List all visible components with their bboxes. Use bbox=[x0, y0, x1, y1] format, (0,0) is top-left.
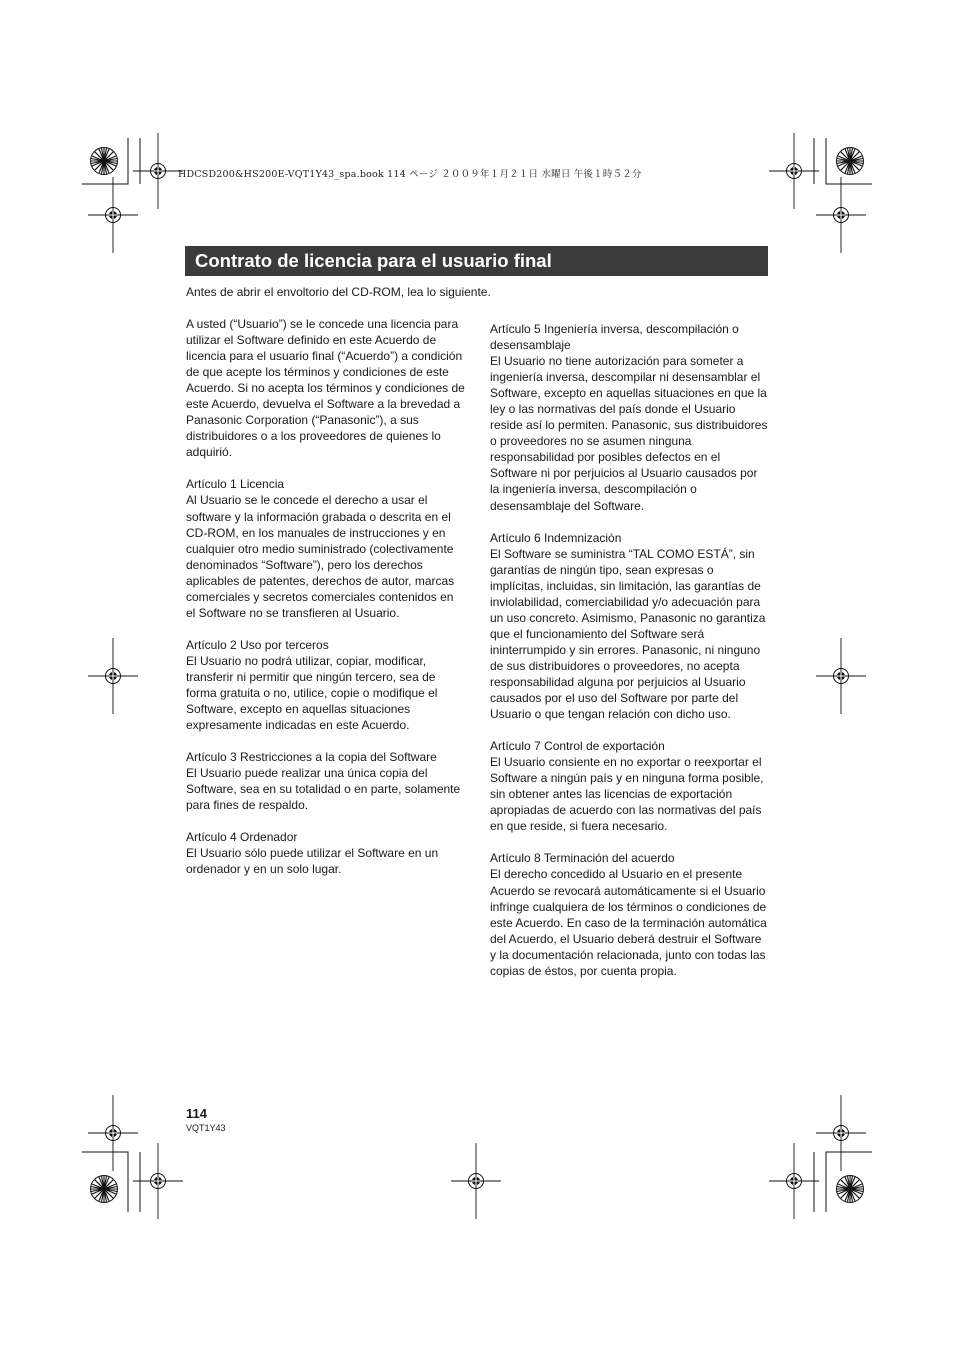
intro-text: Antes de abrir el envoltorio del CD-ROM, lea lo siguiente. bbox=[186, 285, 491, 299]
article-6 bbox=[490, 530, 770, 723]
page-number: 114 bbox=[186, 1106, 207, 1121]
article-body: El Software se suministra “TAL COMO ESTÁ”, sin garantías de ningún tipo, sean expresas o implícitas, incluidas, sin limitación, las garantías de inviolabilidad, comerciabilidad y/o adecuación para un uso concreto. Asimismo, Panasonic no garantiza que el funcionamiento del Software será ininterrumpido y sin errores. Panasonic, ni ninguno de sus distribuidores o proveedores, no acepta responsabilidad alguna por perjuicios al Usuario causados por el uso del Software por parte del Usuario o que tengan relación con dicho uso. bbox=[490, 546, 766, 722]
article-heading: Artículo 8 Terminación del acuerdo bbox=[490, 851, 675, 866]
article-2 bbox=[186, 637, 466, 733]
page-title: Contrato de licencia para el usuario final bbox=[195, 250, 552, 271]
article-heading: Artículo 3 Restricciones a la copia del Software bbox=[186, 750, 437, 765]
article-body: El Usuario puede realizar una única copia del Software, sea en su totalidad o en parte, solamente para fines de respaldo. bbox=[186, 766, 461, 813]
article-body: El Usuario no tiene autorización para someter a ingeniería inversa, descompilar ni desensamblar el Software, excepto en aquellas situaciones en que la ley o las normativas del país donde el Usuario reside así lo permiten. Panasonic, sus distribuidores o proveedores no se asumen ninguna responsabilidad por posibles defectos en el Software ni por perjuicios al Usuario causados por la ingeniería inversa, descompilación o desensamblaje del Software. bbox=[490, 354, 768, 513]
article-body: El Usuario consiente en no exportar o reexportar el Software a ningún país y en ninguna forma posible, sin obtener antes las licencias de exportación apropiadas de acuerdo con las normativas del país en que reside, si fuera necesario. bbox=[490, 755, 764, 834]
article-7 bbox=[490, 738, 770, 834]
article-heading: Artículo 6 Indemnización bbox=[490, 530, 622, 545]
left-column bbox=[186, 316, 466, 893]
article-8 bbox=[490, 850, 770, 978]
registration-star-icon bbox=[91, 148, 118, 175]
article-heading: Artículo 2 Uso por terceros bbox=[186, 637, 329, 652]
article-body: El Usuario sólo puede utilizar el Software en un ordenador y en un solo lugar. bbox=[186, 846, 439, 877]
article-4 bbox=[186, 829, 466, 877]
article-body: Al Usuario se le concede el derecho a usar el software y la información grabada o descrita en el CD-ROM, en los manuales de instrucciones y en cualquier otro medio suministrado (colectivamente denominados “Software”), pero los derechos aplicables de patentes, derechos de autor, marcas comerciales y secretos comerciales contenidos en el Software no se transfieren al Usuario. bbox=[186, 493, 455, 620]
document-code: VQT1Y43 bbox=[186, 1123, 226, 1133]
article-5 bbox=[490, 321, 770, 514]
article-heading: Artículo 5 Ingeniería inversa, descompilación o desensamblaje bbox=[490, 322, 739, 353]
article-3 bbox=[186, 749, 466, 813]
article-body: El derecho concedido al Usuario en el presente Acuerdo se revocará automáticamente si el Usuario infringe cualquiera de los términos o condiciones de este Acuerdo. En caso de la terminación automática del Acuerdo, el Usuario deberá destruir el Software y la documentación relacionada, junto con todas las copias de éstos, por cuenta propia. bbox=[490, 867, 767, 978]
title-bar bbox=[185, 246, 768, 276]
preamble-paragraph: A usted (“Usuario”) se le concede una licencia para utilizar el Software definido en este Acuerdo de licencia para el usuario final (“Acuerdo”) a condición de que acepte los términos y condiciones de este Acuerdo. Si no acepta los términos y condiciones de este Acuerdo, devuelva el Software a la brevedad a Panasonic Corporation (“Panasonic”), a sus distribuidores o a los proveedores de quienes lo adquirió. bbox=[186, 317, 465, 460]
article-heading: Artículo 1 Licencia bbox=[186, 477, 285, 492]
article-heading: Artículo 7 Control de exportación bbox=[490, 739, 665, 754]
article-heading: Artículo 4 Ordenador bbox=[186, 830, 298, 845]
article-1 bbox=[186, 476, 466, 620]
print-header: HDCSD200&HS200E-VQT1Y43_spa.book 114 ページ ２００９年１月２１日 水曜日 午後１時５２分 bbox=[178, 169, 642, 180]
article-body: El Usuario no podrá utilizar, copiar, modificar, transferir ni permitir que ningún tercero, sea de forma gratuita o no, utilice, copie o modifique el Software, excepto en aquellas situaciones expresamente indicadas en este Acuerdo. bbox=[186, 653, 438, 733]
right-column bbox=[490, 321, 770, 995]
